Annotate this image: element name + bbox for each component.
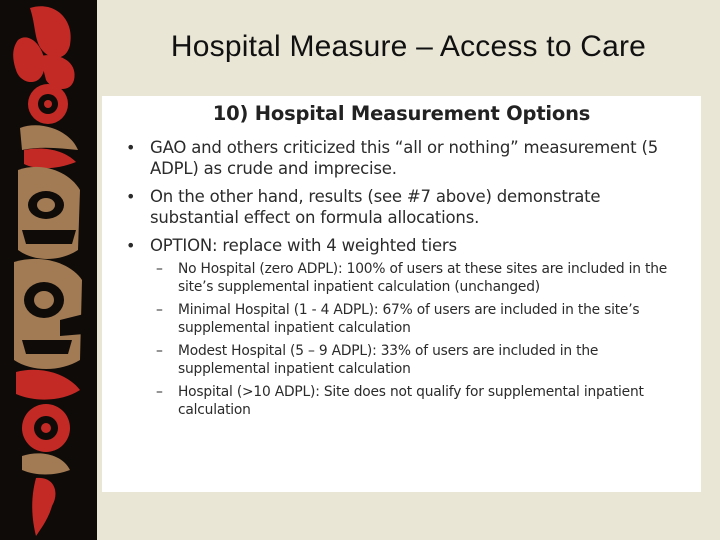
bullet-icon: •: [126, 236, 136, 255]
art-shape: [16, 370, 80, 400]
sub-bullet-list: [150, 261, 679, 419]
list-item: [124, 186, 679, 228]
dash-icon: –: [156, 302, 163, 318]
dash-icon: –: [156, 261, 163, 277]
art-shape: [32, 478, 55, 536]
decorative-art-strip: [0, 0, 97, 540]
slide-title: Hospital Measure – Access to Care: [170, 30, 647, 63]
art-shape: [22, 230, 76, 244]
sub-list-item: [150, 302, 679, 337]
sub-list-item: [150, 261, 679, 296]
sub-list-item: [150, 384, 679, 419]
bullet-list: [124, 137, 679, 419]
sub-bullet-text: No Hospital (zero ADPL): 100% of users at these sites are included in the site’s supplemental inpatient calculation (unchanged): [178, 261, 668, 295]
totem-art: [0, 0, 97, 540]
bullet-icon: •: [126, 138, 136, 157]
bullet-icon: •: [126, 187, 136, 206]
art-shape: [22, 453, 70, 474]
sub-bullet-text: Modest Hospital (5 – 9 ADPL): 33% of users are included in the supplemental inpatient calculation: [178, 343, 599, 377]
sub-bullet-text: Hospital (>10 ADPL): Site does not qualify for supplemental inpatient calculation: [178, 384, 644, 418]
bullet-text: OPTION: replace with 4 weighted tiers: [150, 236, 457, 255]
art-shape: [34, 291, 54, 309]
art-shape: [20, 125, 78, 150]
list-item: [124, 137, 679, 179]
list-item: [124, 235, 679, 419]
sub-bullet-text: Minimal Hospital (1 - 4 ADPL): 67% of users are included in the site’s supplemental inpatient calculation: [178, 302, 640, 336]
art-eye-center: [41, 423, 51, 433]
content-panel: [102, 96, 701, 492]
dash-icon: –: [156, 343, 163, 359]
art-shape: [22, 340, 72, 354]
art-shape: [40, 55, 75, 89]
art-eye-center: [44, 100, 52, 108]
art-shape: [24, 149, 76, 169]
dash-icon: –: [156, 384, 163, 400]
bullet-text: On the other hand, results (see #7 above) demonstrate substantial effect on formula allocations.: [150, 187, 601, 227]
panel-heading: 10) Hospital Measurement Options: [212, 102, 591, 125]
sub-list-item: [150, 343, 679, 378]
bullet-text: GAO and others criticized this “all or nothing” measurement (5 ADPL) as crude and imprecise.: [150, 138, 659, 178]
art-shape: [37, 198, 55, 212]
